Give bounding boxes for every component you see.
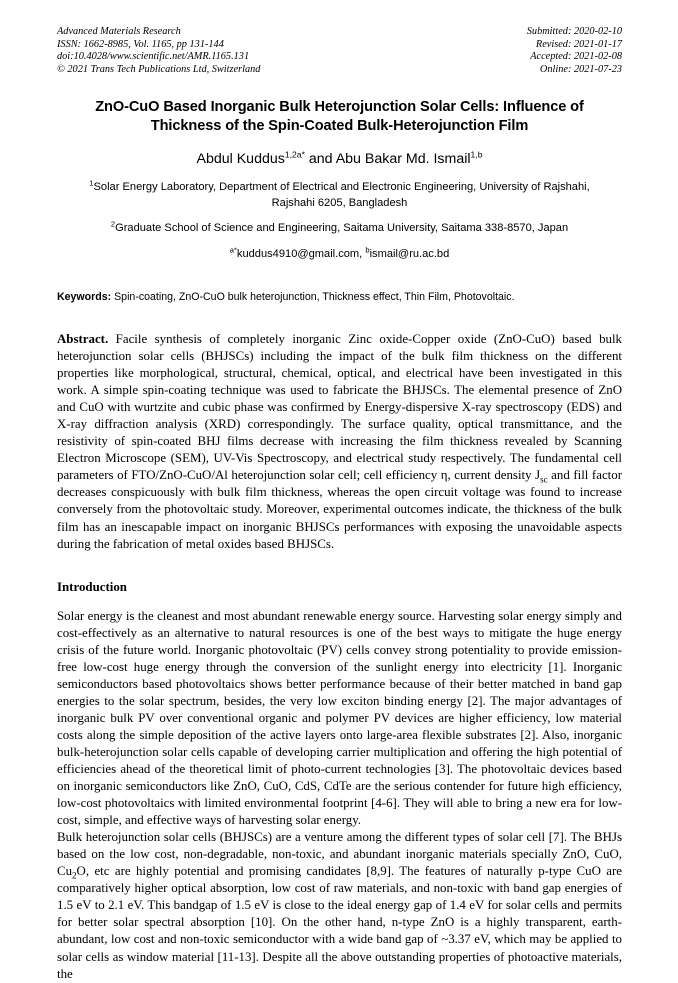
email-marker-a: a* [229,245,237,255]
journal-copyright: © 2021 Trans Tech Publications Ltd, Switzerland [57,63,261,75]
author-emails [57,247,622,262]
intro-paragraph-2-part-1: Bulk heterojunction solar cells (BHJSCs) are a venture among the different types of solar cell [7]. The BHJs based on the low cost, non-degradable, non-toxic, and abundant inorganic materials specially ZnO, CuO, Cu [57,830,622,879]
intro-paragraph-1: Solar energy is the cleanest and most abundant renewable energy source. Harvesting solar energy simply and cost-effectively as an alternative to natural resources is one of the best ways to mitigate the huge energy crisis of the future world. Inorganic photovoltaic (PV) cells convey strong potentiality to provide emission-free low-cost huge energy through the conversion of the sunlight energy into electricity [1]. Inorganic semiconductors based photovoltaics shows better performance because of their better matched in band gap energies to the solar spectrum, besides, the very low exciton binding energy [2]. The major advantages of inorganic bulk PV over conventional organic and polymer PV devices are higher efficiency, low material costs along the simple deposition of the active layers onto large-area flexible substrates [2]. Also, inorganic bulk-heterojunction solar cells capable of developing carrier multiplication and offering the high potential of efficiencies ahead of the theoretical limit of photo-current technologies [3]. The photovoltaic devices based on inorganic semiconductors like ZnO, CuO, CdS, CdTe are the serious contender for future high efficiency, low-cost photovoltaics with limited environmental footprint [4-6]. They will able to bring a new era for low-cost, simple, and effective ways of harvesting solar energy. [57,608,622,828]
keywords-text: Spin-coating, ZnO-CuO bulk heterojunction, Thickness effect, Thin Film, Photovoltaic. [111,290,515,303]
page-content [57,0,622,983]
author-affiliation-marker-2: 1,b [470,149,483,160]
keywords-label: Keywords: [57,290,112,303]
date-revised: Revised: 2021-01-17 [535,38,622,50]
email-address-a[interactable]: kuddus4910@gmail.com, [236,247,366,260]
date-accepted: Accepted: 2021-02-08 [530,51,622,63]
cu2o-subscript: 2 [72,870,77,881]
affiliation-list [57,180,622,236]
abstract-paragraph [57,331,622,553]
affiliation-1 [75,180,605,210]
affiliation-text-1: Solar Energy Laboratory, Department of Electrical and Electronic Engineering, University of Rajshahi, Rajshahi 6205, Bangladesh [93,181,590,209]
abstract-label: Abstract. [57,331,109,346]
page-title [57,98,622,136]
affiliation-2 [75,221,605,236]
abstract-text-part-1: Facile synthesis of completely inorganic Zinc oxide-Copper oxide (ZnO-CuO) based bulk heterojunction solar cells (BHJSCs) including the impact of the bulk film thickness on the different properties like morphological, structural, chemical, optical, and electrical have been investigated in this work. A simple spin-coating technique was used to fabricate the BHJSCs. The elemental presence of ZnO and CuO with wurtzite and cubic phase was confirmed by Energy-dispersive X-ray spectroscopy (EDS) and X-ray diffraction analysis (XRD) correspondingly. The surface quality, optical transmittance, and the resistivity of spin-coated BHJ films decrease with increasing the film thickness revealed by Scanning Electron Microscope (SEM), UV-Vis Spectroscopy, and electrical study respectively. The fundamental cell parameters of FTO/ZnO-CuO/Al heterojunction solar cell; cell efficiency η, current density J [57,331,622,483]
section-heading-introduction: Introduction [57,579,127,594]
affiliation-text-2: Graduate School of Science and Engineering, Saitama University, Saitama 338-8570, Japan [115,221,569,234]
email-address-b[interactable]: ismail@ru.ac.bd [369,247,450,260]
journal-issn-volume: ISSN: 1662-8985, Vol. 1165, pp 131-144 [57,38,224,50]
author-affiliation-marker-1: 1,2a* [284,149,305,160]
journal-header-left [57,26,260,76]
author-name-2: Abu Bakar Md. Ismail [335,151,471,168]
journal-header-right [527,26,622,76]
journal-name: Advanced Materials Research [57,26,181,37]
affiliation-marker-2: 2 [110,219,116,229]
journal-doi: doi:10.4028/www.scientific.net/AMR.1165.131 [57,51,250,63]
title-line-2: Thickness of the Spin-Coated Bulk-Heterojunction Film [150,118,529,135]
intro-paragraph-2 [57,829,622,982]
intro-paragraph-2-part-2: O, etc are highly potential and promising candidates [8,9]. The features of naturally p-type CuO are comparatively higher optical absorption, low cost of raw materials, and non-toxic with band gap energies of 1.5 eV to 2.1 eV. This bandgap of 1.5 eV is close to the ideal energy gap of 1.4 eV for solar cells and permits for better solar spectral absorption [10]. On the other hand, n-type ZnO is a highly transparent, earth-abundant, low cost and non-toxic semiconductor with a wide band gap of ~3.37 eV, which may be applied to solar cells as window material [11-13]. Despite all the above outstanding properties of photoactive materials, the [57,864,622,981]
author-conjunction: and [304,151,336,168]
date-submitted: Submitted: 2020-02-10 [526,26,622,37]
date-online: Online: 2021-07-23 [539,63,622,75]
jsc-subscript: sc [540,474,548,485]
author-name-1: Abdul Kuddus [196,151,285,168]
author-list [57,150,622,168]
keywords-line [57,290,622,305]
email-marker-b: b [365,245,370,255]
affiliation-marker-1: 1 [89,178,94,188]
title-line-1: ZnO-CuO Based Inorganic Bulk Heterojunction Solar Cells: Influence of [95,99,584,116]
abstract-text-part-2: and fill factor decreases conspicuously with bulk film thickness, whereas the open circuit voltage was found to increase conversely from the photovoltaic study. Moreover, experimental outcomes indicate, the thickness of the bulk film has an inescapable impact on inorganic BHJSCs performances with exposing the unavoidable aspects during the fabrication of metal oxides based BHJSCs. [57,468,622,551]
journal-header [57,0,622,76]
